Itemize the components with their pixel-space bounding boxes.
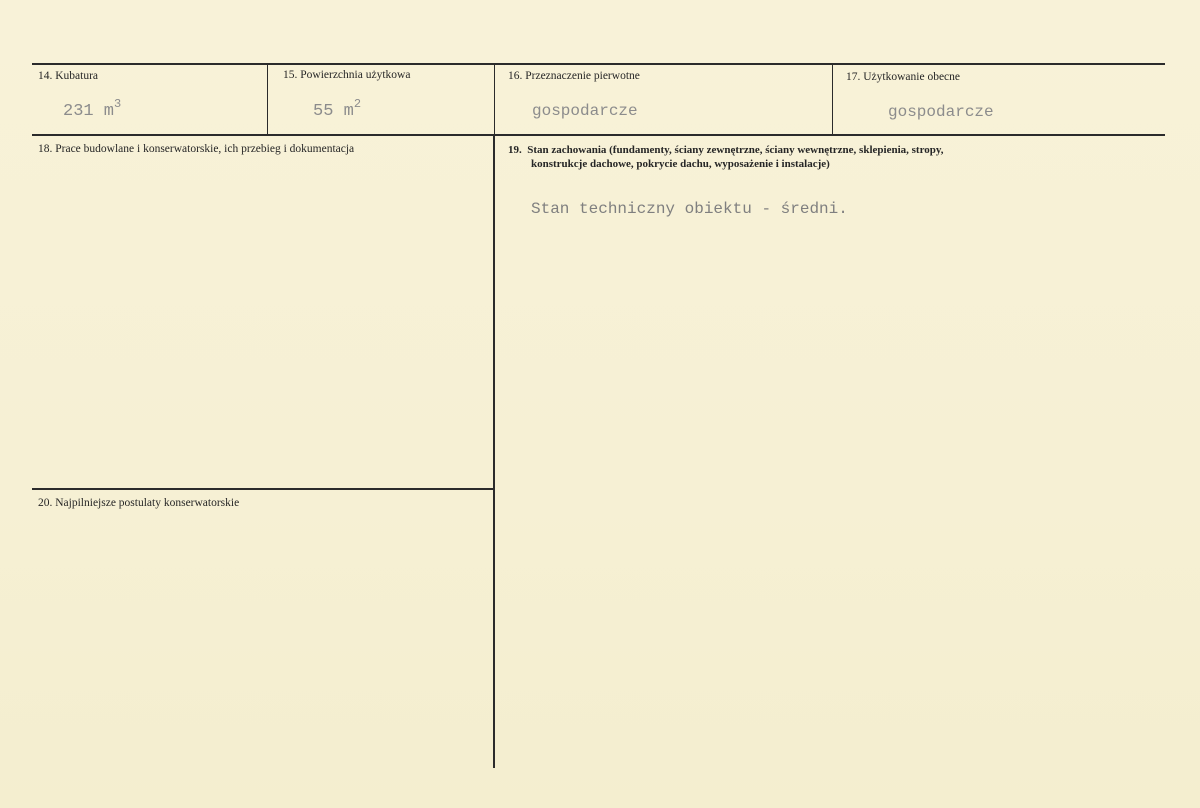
field-15-value-text: 55 m [313, 102, 354, 121]
field-18-label: 18. Prace budowlane i konserwatorskie, ich przebieg i dokumentacja [38, 143, 355, 155]
field-19-label-line-2: konstrukcje dachowe, pokrycie dachu, wyposażenie i instalacje) [531, 158, 830, 170]
field-18-bottom-rule [32, 488, 493, 490]
field-14-value [63, 97, 121, 121]
field-16-label: 16. Przeznaczenie pierwotne [508, 70, 640, 82]
field-15-superscript: 2 [353, 97, 362, 111]
field-15-label: 15. Powierzchnia użytkowa [283, 69, 411, 81]
divider-15-16 [494, 64, 495, 135]
field-14-label: 14. Kubatura [38, 70, 99, 82]
field-17-value: gospodarcze [888, 103, 994, 121]
field-14-value-text: 231 m [63, 102, 115, 121]
row1-bottom-rule [32, 134, 1165, 136]
field-19-label-line-1: 19. Stan zachowania (fundamenty, ściany zewnętrzne, ściany wewnętrzne, sklepienia, stropy, [508, 144, 944, 156]
field-20-label: 20. Najpilniejsze postulaty konserwatorskie [38, 497, 240, 509]
divider-14-15 [267, 64, 268, 135]
main-vertical-divider [493, 135, 495, 768]
divider-16-17 [832, 64, 833, 135]
top-rule [32, 63, 1165, 65]
field-16-value: gospodarcze [532, 102, 638, 120]
field-17-label: 17. Użytkowanie obecne [846, 71, 961, 83]
field-15-value [313, 97, 361, 121]
field-19-value: Stan techniczny obiektu - średni. [531, 200, 848, 218]
field-14-superscript: 3 [114, 97, 122, 111]
